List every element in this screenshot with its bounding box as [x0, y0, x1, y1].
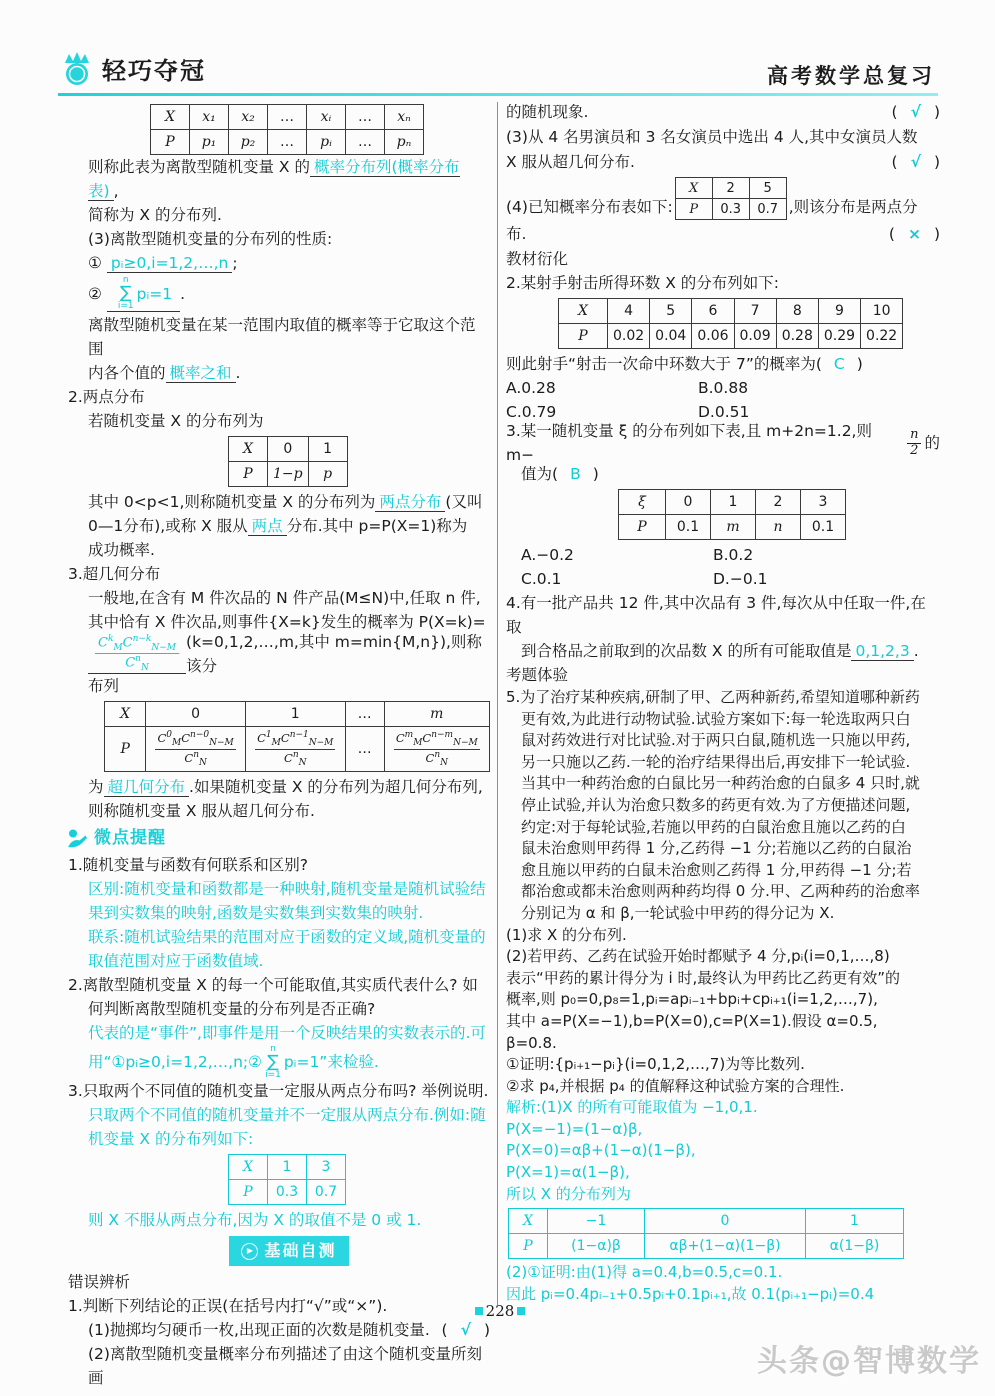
fraction: $C^0_MC^{n-0}_{N-M}$ $C^n_N$ — [157, 729, 234, 768]
cell: X — [675, 178, 712, 199]
page-marker-icon — [475, 1307, 483, 1315]
solution-line: 因此 pᵢ=0.4pᵢ₋₁+0.5pᵢ+0.1pᵢ₊₁,故 0.1(pᵢ₊₁−pᵢ)=0.4 — [506, 1284, 875, 1303]
cell: 6 — [692, 299, 734, 324]
cell: x₂ — [229, 105, 268, 130]
cell: P — [105, 727, 146, 772]
cell: p₂ — [229, 130, 268, 155]
text-line: 鼠未治愈则甲药得 1 分,乙药得 −1 分;若施以乙药的白鼠治 — [521, 839, 912, 858]
solution-line: 解析:(1)X 的所有可能取值为 −1,0,1. — [506, 1098, 758, 1117]
cell: xᵢ — [307, 105, 346, 130]
text-line: 则称此表为离散型随机变量 X 的 概率分布列(概率分布表) , — [88, 158, 460, 200]
brand-logo — [60, 50, 206, 86]
fraction: $C^m_MC^{n-m}_{N-M}$ $C^n_N$ — [395, 729, 478, 768]
option-row — [506, 567, 940, 591]
text-line: $\frac{C^k_MC^{n-k}_{N-M}}{C^n_N}$ (k=0,1,2,…,m,其中 m=min{M,n}),则称该分 — [88, 634, 490, 674]
cell: 0.29 — [818, 324, 860, 349]
fraction: $\frac{C^k_MC^{n-k}_{N-M}}{C^n_N}$ — [95, 634, 179, 674]
page-title: 高考数学总复习 — [767, 64, 935, 88]
text-line: 3.某一随机变量 ξ 的分布列如下表,且 m+2n=1.2,则 m− $\frac{n}{2}$ 的 — [506, 422, 940, 464]
brand-name: 轻巧夺冠 — [102, 56, 206, 85]
column-divider — [497, 102, 498, 1305]
text-line: 其中恰有 X 件次品,则事件{X=k}发生的概率为 P(X=k)= — [88, 613, 486, 631]
cell: 1 — [308, 437, 347, 462]
text-line: 内各个值的 概率之和 . — [88, 364, 241, 382]
option-item: C.0.1 — [521, 570, 562, 588]
cell: α(1−β) — [806, 1234, 904, 1259]
right-column — [506, 100, 940, 1305]
text-line: (4)已知概率分布表如下: X 2 5 P 0.3 0.7 ,则该分布是两点分 — [506, 177, 940, 220]
cell: 3 — [801, 490, 846, 515]
cell: … — [345, 727, 384, 772]
hint-answer-line: 果到实数集的映射,函数是实数集到实数集的映射. — [88, 904, 424, 922]
text-line: 4.有一批产品共 12 件,其中次品有 3 件,每次从中任取一件,在取 — [506, 594, 926, 636]
text-line: 都治愈或都未治愈则两种药均得 0 分.甲、乙两种药的治愈率 — [521, 882, 920, 901]
check-mark: √ — [460, 1321, 471, 1339]
text-line: ① pᵢ≥0,i=1,2,…,n ; — [88, 254, 238, 272]
cell: xₙ — [385, 105, 424, 130]
text-line: (1)求 X 的分布列. — [506, 925, 627, 944]
cell: ξ — [619, 490, 666, 515]
cell: 0 — [146, 702, 246, 727]
option-item: C.0.79 — [506, 403, 557, 421]
fraction: $C^1_MC^{n-1}_{N-M}$ $C^n_N$ — [257, 729, 334, 768]
cell: 10 — [861, 299, 903, 324]
self-test-badge: ▶ 基础自测 — [229, 1236, 348, 1266]
section-heading: 2.两点分布 — [68, 388, 145, 406]
self-test-badge-wrap — [88, 1236, 490, 1266]
table-row — [559, 299, 903, 324]
option-item: B.0.88 — [698, 379, 749, 397]
cell: 8 — [776, 299, 818, 324]
cell: 4 — [608, 299, 650, 324]
table-row — [151, 130, 424, 155]
cell: 5 — [650, 299, 692, 324]
cell: p₁ — [190, 130, 229, 155]
judge-mark: ( √ ) — [886, 150, 940, 175]
hint-answer-line: 只取两个不同值的随机变量并不一定服从两点分布.例如:随 — [88, 1106, 486, 1124]
cell: … — [346, 105, 385, 130]
section-heading: 考题体验 — [506, 666, 569, 684]
table-row — [229, 462, 348, 487]
solution-line: P(X=−1)=(1−α)β, — [506, 1119, 643, 1138]
cell — [384, 727, 489, 772]
hint-answer-line: 取值范围对应于函数值域. — [88, 952, 264, 970]
option-item: D.−0.1 — [713, 570, 768, 588]
cell: 0.09 — [734, 324, 776, 349]
watermark: 头条@智博数学 — [757, 1344, 981, 1379]
text-line: 更有效,为此进行动物试验.试验方案如下:每一轮选取两只白 — [521, 709, 911, 728]
text-line: 另一只施以乙药.一轮的治疗结果得出后,再安排下一轮试验. — [521, 752, 911, 771]
cell: 2 — [756, 490, 801, 515]
exam-question-block — [506, 687, 940, 1305]
cell: pᵢ — [307, 130, 346, 155]
text-line: 其中 0<p<1,则称随机变量 X 的分布列为 两点分布 (又叫 — [88, 493, 483, 511]
hint-answer-line: 联系:随机试验结果的范围对应于函数的定义域,随机变量的 — [88, 928, 486, 946]
text-line: ② n ∑ i=1 pᵢ=1 . — [88, 275, 186, 311]
cell: x₁ — [190, 105, 229, 130]
table-row — [151, 105, 424, 130]
table-row — [509, 1234, 904, 1259]
text-line: 概率,则 p₀=0,p₈=1,pᵢ=apᵢ₋₁+bpᵢ+cpᵢ₊₁(i=1,2,…,7), — [506, 990, 878, 1009]
cell: m — [711, 515, 756, 540]
table-row — [619, 515, 846, 540]
hint-answer-line: 用“①pᵢ≥0,i=1,2,…,n;② n ∑ i=1 pᵢ=1”来检验. — [88, 1043, 379, 1080]
solution-line: (2)①证明:由(1)得 a=0.4,b=0.5,c=0.1. — [506, 1263, 783, 1282]
cell: … — [268, 130, 307, 155]
cell: n — [756, 515, 801, 540]
text-line: 简称为 X 的分布列. — [88, 206, 222, 224]
answer-letter: B — [570, 465, 581, 483]
table-row — [229, 437, 348, 462]
table-row — [509, 1209, 904, 1234]
cell: X — [229, 1155, 268, 1180]
cell: 0.7 — [749, 199, 786, 220]
cell: 5 — [749, 178, 786, 199]
header-rule — [58, 93, 938, 96]
option-item: A.0.28 — [506, 379, 556, 397]
section-heading: 教材衍化 — [506, 250, 569, 268]
text-line: β=0.8. — [506, 1033, 557, 1052]
option-item: D.0.51 — [698, 403, 750, 421]
cross-mark: × — [907, 225, 921, 243]
cell: X — [229, 437, 268, 462]
text-line: 一般地,在含有 M 件次品的 N 件产品(M≤N)中,任取 n 件, — [88, 589, 481, 607]
table-row — [619, 490, 846, 515]
table-row — [105, 702, 490, 727]
table-row — [229, 1180, 346, 1205]
cell: 0.1 — [801, 515, 846, 540]
distribution-table-general — [150, 104, 424, 155]
answer-blank: 两点 — [248, 517, 287, 536]
cell: 0 — [666, 490, 711, 515]
page-number: 228 — [440, 1302, 560, 1320]
cell: 1 — [806, 1209, 904, 1234]
cell: 0.06 — [692, 324, 734, 349]
text-line: 布列 — [88, 677, 120, 695]
section-heading: 错误辨析 — [68, 1273, 131, 1291]
text-line: 若随机变量 X 的分布列为 — [88, 412, 264, 430]
section-heading: 3.超几何分布 — [68, 565, 161, 583]
text-line: 何判断离散型随机变量的分布列是否正确? — [88, 1000, 376, 1018]
solution-line: P(X=1)=α(1−β), — [506, 1163, 630, 1182]
cell: P — [559, 324, 608, 349]
text-line: 其中 a=P(X=−1),b=P(X=0),c=P(X=1).假设 α=0.5, — [506, 1011, 878, 1030]
option-item: A.−0.2 — [521, 546, 574, 564]
cell: 0.1 — [666, 515, 711, 540]
answer-letter: C — [833, 355, 845, 373]
judge-mark: ( √ ) — [886, 100, 940, 125]
cell: 9 — [818, 299, 860, 324]
judge-mark: ( √ ) — [436, 1318, 490, 1342]
cell: 1 — [245, 702, 345, 727]
answer-blank: pᵢ≥0,i=1,2,…,n — [107, 254, 233, 273]
cell: X — [105, 702, 146, 727]
text-line: 鼠对药效进行对比试验.对于两只白鼠,随机选一只施以甲药, — [521, 731, 911, 750]
answer-blank: 超几何分布 — [104, 778, 190, 797]
option-item: B.0.2 — [713, 546, 754, 564]
check-mark: √ — [910, 153, 921, 171]
hint-question: 2.离散型随机变量 X 的每一个可能取值,其实质代表什么? 如 — [68, 976, 478, 994]
hint-answer-line: 代表的是“事件”,即事件是用一个反映结果的实数表示的.可 — [88, 1024, 486, 1042]
cell: X — [559, 299, 608, 324]
text-line: 表示“甲药的累计得分为 i 时,最终认为甲药比乙药更有效”的 — [506, 968, 901, 987]
text-line: 当其中一种药治愈的白鼠比另一种药治愈的白鼠多 4 只时,就 — [521, 774, 920, 793]
text-line: 约定:对于每轮试验,若施以甲药的白鼠治愈且施以乙药的白 — [521, 817, 906, 836]
cell: 0.04 — [650, 324, 692, 349]
cell: 0.22 — [861, 324, 903, 349]
cell: (1−α)β — [548, 1234, 645, 1259]
summation: n ∑ i=1 — [117, 275, 134, 311]
text-line: 1.判断下列结论的正误(在括号内打“√”或“×”). — [68, 1297, 388, 1315]
text-line: 愈且施以甲药的白鼠未治愈则乙药得 1 分,甲药得 −1 分;若 — [521, 860, 912, 879]
option-row — [506, 376, 940, 400]
cell: P — [509, 1234, 548, 1259]
text-line: (2)若甲药、乙药在试验开始时都赋予 4 分,pᵢ(i=0,1,…,8) — [506, 947, 890, 966]
table-row — [105, 727, 490, 772]
cell: P — [675, 199, 712, 220]
cell: P — [229, 1180, 268, 1205]
cell: 3 — [307, 1155, 346, 1180]
fraction: $\frac{n}{2}$ — [907, 428, 921, 459]
answer-blank: 0,1,2,3 — [851, 642, 913, 661]
cell: 7 — [734, 299, 776, 324]
cell: 1 — [268, 1155, 307, 1180]
hint-answer-line: 机变量 X 的分布列如下: — [88, 1130, 254, 1148]
cell: 0 — [268, 437, 309, 462]
answer-blank — [88, 634, 186, 675]
hint-person-icon — [66, 828, 88, 848]
cell: 0.28 — [776, 324, 818, 349]
cell: … — [268, 105, 307, 130]
hint-question: 3.只取两个不同值的随机变量一定服从两点分布吗? 举例说明. — [68, 1082, 489, 1100]
cell: m — [384, 702, 489, 727]
cell: −1 — [548, 1209, 645, 1234]
cell: P — [619, 515, 666, 540]
example-table — [228, 1154, 346, 1205]
text-line: 离散型随机变量在某一范围内取值的概率等于它取这个范围 — [88, 316, 476, 358]
textbook-derivation-block — [506, 247, 940, 687]
hint-question: 1.随机变量与函数有何联系和区别? — [68, 856, 309, 874]
cell: 1−p — [268, 462, 309, 487]
table-row — [559, 324, 903, 349]
cell: 0.3 — [712, 199, 749, 220]
solution-line: P(X=0)=αβ+(1−α)(1−β), — [506, 1141, 696, 1160]
cell: αβ+(1−α)(1−β) — [645, 1234, 806, 1259]
solution-line: 所以 X 的分布列为 — [506, 1184, 631, 1203]
question-paragraph — [506, 687, 940, 925]
cell: 0.02 — [608, 324, 650, 349]
cell: P — [229, 462, 268, 487]
text-line: (3)离散型随机变量的分布列的性质: — [88, 230, 333, 248]
cell: X — [151, 105, 190, 130]
judge-item: 布. ( × ) — [506, 222, 940, 247]
cell: p — [308, 462, 347, 487]
text-line: 停止试验,并认为治愈只数多的药更有效.为了方便描述问题, — [521, 795, 911, 814]
text-line: ①证明:{pᵢ₊₁−pᵢ}(i=0,1,2,…,7)为等比数列. — [506, 1055, 805, 1074]
hypergeometric-table — [104, 701, 490, 772]
text-line: 分别记为 α 和 β,一轮试验中甲药的得分记为 X. — [521, 903, 835, 922]
xi-distribution-table — [618, 489, 846, 540]
text-line: 5.为了治疗某种疾病,研制了甲、乙两种新药,希望知道哪种新药 — [506, 688, 920, 706]
page-marker-icon — [517, 1307, 525, 1315]
table-row — [229, 1155, 346, 1180]
judge-mark: ( × ) — [883, 222, 940, 247]
hint-section-title: 微点提醒 — [66, 823, 490, 853]
judge-item: X 服从超几何分布. ( √ ) — [506, 150, 940, 175]
score-distribution-table — [558, 298, 903, 349]
answer-blank: n ∑ i=1 pᵢ=1 — [107, 276, 180, 312]
text-line: 值为( B ) — [521, 465, 599, 483]
cell: 0.3 — [268, 1180, 307, 1205]
check-mark: √ — [910, 103, 921, 121]
solution-table — [508, 1208, 904, 1259]
cell — [146, 727, 246, 772]
cell: 1 — [711, 490, 756, 515]
hint-answer-line: 则 X 不服从两点分布,因为 X 的取值不是 0 或 1. — [88, 1211, 422, 1229]
cell: 0 — [645, 1209, 806, 1234]
judge-item: (1)抛掷均匀硬币一枚,出现正面的次数是随机变量. ( √ ) — [88, 1318, 490, 1342]
text-line: 则称随机变量 X 服从超几何分布. — [88, 802, 315, 820]
table-row — [675, 199, 786, 220]
cell: 2 — [712, 178, 749, 199]
hint-answer-line: 区别:随机变量和函数都是一种映射,随机变量是随机试验结 — [88, 880, 486, 898]
cell: P — [151, 130, 190, 155]
text-line: (2)离散型随机变量概率分布列描述了由这个随机变量所刻画 — [88, 1345, 482, 1387]
option-row — [506, 543, 940, 567]
answer-blank: 两点分布 — [375, 493, 445, 512]
text-line: ②求 p₄,并根据 p₄ 的值解释这种试验方案的合理性. — [506, 1076, 845, 1095]
text-line: 成功概率. — [88, 541, 155, 559]
mini-distribution-table — [675, 177, 787, 220]
text-line: 为 超几何分布 .如果随机变量 X 的分布列为超几何分布列, — [88, 778, 483, 796]
cell: 0.7 — [307, 1180, 346, 1205]
play-icon: ▶ — [241, 1243, 258, 1260]
cell: X — [509, 1209, 548, 1234]
text-line: 则此射手“射击一次命中环数大于 7”的概率为( C ) — [506, 355, 863, 373]
answer-blank: 概率分布列(概率分布表) — [88, 158, 460, 200]
judge-item: 的随机现象. ( √ ) — [506, 100, 940, 125]
text-line: 2.某射手射击所得环数 X 的分布列如下: — [506, 274, 779, 292]
text-line: (3)从 4 名男演员和 3 名女演员中选出 4 人,其中女演员人数 — [506, 128, 918, 146]
cell: pₙ — [385, 130, 424, 155]
left-column — [68, 104, 490, 1390]
cell: … — [345, 702, 384, 727]
table-row — [675, 178, 786, 199]
text-line: 0—1分布),或称 X 服从 两点 分布.其中 p=P(X=1)称为 — [88, 517, 468, 535]
brand-crown-icon — [60, 50, 94, 86]
answer-blank: 概率之和 — [166, 364, 236, 383]
text-line: 到合格品之前取到的次品数 X 的所有可能取值是 0,1,2,3 . — [521, 642, 919, 660]
cell: … — [346, 130, 385, 155]
cell — [245, 727, 345, 772]
two-point-table — [228, 436, 348, 487]
summation: n ∑ i=1 — [265, 1043, 281, 1080]
